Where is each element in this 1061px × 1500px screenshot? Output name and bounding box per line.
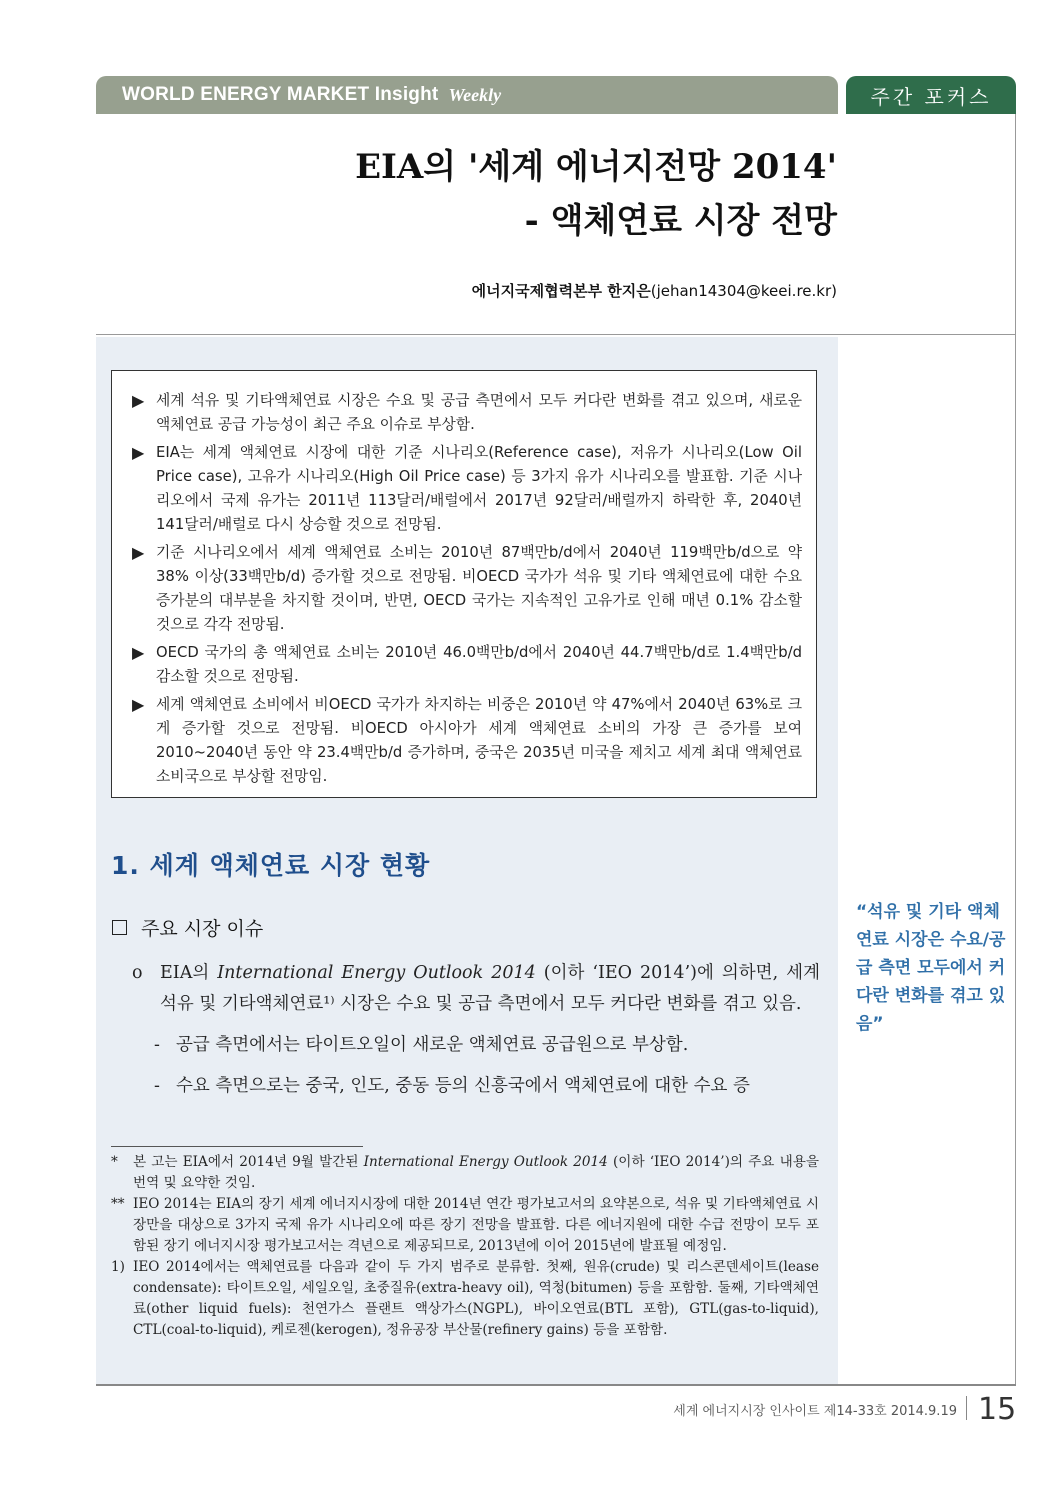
footnotes bbox=[111, 1152, 819, 1341]
fn1-rest: (이하 ‘IEO 2014’)의 주요 내용을 번역 및 요약한 것임. bbox=[133, 1154, 819, 1191]
footnote-marker: ** bbox=[111, 1196, 125, 1212]
footnote-text bbox=[133, 1152, 819, 1194]
footnote-text: IEO 2014는 EIA의 장기 세계 에너지시장에 대한 2014년 연간 평가보고서의 요약본으로, 석유 및 기타액체연료 시장만을 대상으로 3가지 국제 유가 시나리오에 따른 장기 전망을 발표함. 다른 에너지원에 대한 수급 전망이 모두 포함된 장기 에너지시장 평가보고서는 격년으로 제공되므로, 2013년에 이어 2015년에 발표될 예정임. bbox=[133, 1196, 819, 1254]
subsection-heading bbox=[112, 914, 263, 941]
para-rest: (이하 ‘IEO 2014’)에 의하면, 세계 석유 및 기타액체연료¹⁾ 시장은 수요 및 공급 측면에서 모두 커다란 변화를 겪고 있음. bbox=[160, 963, 820, 1014]
footnote-marker: * bbox=[111, 1154, 118, 1170]
author-email: (jehan14304@keei.re.kr) bbox=[650, 282, 837, 300]
footnote-text: IEO 2014에서는 액체연료를 다음과 같이 두 가지 범주로 분류함. 첫째, 원유(crude) 및 리스콘덴세이트(lease condensate): 타이트오일, 세일오일, 초중질유(extra-heavy oil), 역청(bitumen) 등을 포함함. 둘째, 기타액체연료(other liquid fuels): 천연가스 플랜트 액상가스(NGPL), 바이오연료(BTL 포함), GTL(gas-to-liquid), CTL(coal-to-liquid), 케로젠(kerogen), 정유공장 부산물(refinery gains) 등을 포함함. bbox=[133, 1259, 819, 1338]
footnote-rule bbox=[111, 1146, 363, 1147]
dash-item bbox=[154, 1071, 820, 1102]
fn1-italic: International Energy Outlook 2014 bbox=[363, 1154, 608, 1170]
summary-text: EIA는 세계 액체연료 시장에 대한 기준 시나리오(Reference case), 저유가 시나리오(Low Oil Price case), 고유가 시나리오(High Oil Price case) 등 3가지 유가 시나리오를 발표함. 기준 시나리오에서 국제 유가는 2011년 113달러/배럴에서 2017년 92달러/배럴까지 하락한 후, 2040년 141달러/배럴로 다시 상승할 것으로 전망됨. bbox=[156, 444, 802, 533]
top-rule bbox=[96, 334, 1016, 335]
author-line bbox=[472, 280, 837, 301]
section-heading: 1. 세계 액체연료 시장 현황 bbox=[111, 851, 431, 880]
dash-marker: - bbox=[154, 1035, 160, 1055]
report-title-italic: International Energy Outlook 2014 bbox=[217, 963, 536, 983]
dash-text: 수요 측면으로는 중국, 인도, 중동 등의 신흥국에서 액체연료에 대한 수요 증 bbox=[176, 1076, 750, 1096]
summary-text: 세계 석유 및 기타액체연료 시장은 수요 및 공급 측면에서 모두 커다란 변화를 겪고 있으며, 새로운 액체연료 공급 가능성이 최근 주요 이슈로 부상함. bbox=[156, 392, 802, 433]
footnote-marker: 1) bbox=[111, 1259, 125, 1275]
summary-box bbox=[111, 370, 817, 798]
dash-marker: - bbox=[154, 1076, 160, 1096]
summary-item bbox=[132, 693, 802, 789]
triangle-bullet-icon: ▶ bbox=[132, 443, 145, 462]
body-bullet bbox=[132, 958, 820, 1020]
publication-title: WORLD ENERGY MARKET Insight bbox=[122, 84, 439, 105]
publication-weekly: Weekly bbox=[448, 84, 502, 105]
header-bar bbox=[96, 76, 838, 114]
body-paragraph bbox=[160, 958, 820, 1020]
article-title bbox=[355, 140, 837, 248]
fn1-prefix: 본 고는 EIA에서 2014년 9월 발간된 bbox=[133, 1154, 364, 1170]
subsection-title: 주요 시장 이슈 bbox=[141, 918, 264, 940]
footer-issue: 세계 에너지시장 인사이트 제14-33호 2014.9.19 bbox=[673, 1404, 957, 1419]
triangle-bullet-icon: ▶ bbox=[132, 391, 145, 410]
title-line-1: EIA의 '세계 에너지전망 2014' bbox=[355, 147, 837, 187]
checkbox-icon bbox=[112, 920, 127, 935]
right-margin-line bbox=[1015, 114, 1016, 1386]
summary-item bbox=[132, 441, 802, 537]
triangle-bullet-icon: ▶ bbox=[132, 643, 145, 662]
triangle-bullet-icon: ▶ bbox=[132, 695, 145, 714]
dash-text: 공급 측면에서는 타이트오일이 새로운 액체연료 공급원으로 부상함. bbox=[176, 1035, 689, 1055]
page-number: 15 bbox=[978, 1392, 1017, 1427]
section-tab: 주간 포커스 bbox=[846, 76, 1016, 114]
triangle-bullet-icon: ▶ bbox=[132, 543, 145, 562]
circle-bullet-icon: o bbox=[132, 963, 143, 983]
footnote bbox=[111, 1194, 819, 1257]
title-line-2: - 액체연료 시장 전망 bbox=[524, 201, 837, 241]
bottom-rule bbox=[96, 1384, 1016, 1386]
body-text bbox=[132, 958, 820, 1102]
summary-item bbox=[132, 389, 802, 437]
dash-item bbox=[154, 1030, 820, 1061]
summary-text: 기준 시나리오에서 세계 액체연료 소비는 2010년 87백만b/d에서 2040년 119백만b/d으로 약 38% 이상(33백만b/d) 증가할 것으로 전망됨. 비OECD 국가가 석유 및 기타 액체연료에 대한 수요 증가분의 대부분을 차지할 것이며, 반면, OECD 국가는 지속적인 고유가로 인해 매년 0.1% 감소할 것으로 각각 전망됨. bbox=[156, 544, 802, 633]
footer-separator bbox=[966, 1396, 967, 1420]
summary-item bbox=[132, 641, 802, 689]
para-prefix: EIA의 bbox=[160, 963, 218, 983]
summary-item bbox=[132, 541, 802, 637]
footnote bbox=[111, 1257, 819, 1341]
pull-quote: “석유 및 기타 액체연료 시장은 수요/공급 측면 모두에서 커다란 변화를 겪고 있음” bbox=[856, 902, 1006, 1034]
author-name: 에너지국제협력본부 한지은 bbox=[471, 282, 651, 300]
footnote bbox=[111, 1152, 819, 1194]
summary-text: 세계 액체연료 소비에서 비OECD 국가가 차지하는 비중은 2010년 약 47%에서 2040년 63%로 크게 증가할 것으로 전망됨. 비OECD 아시아가 세계 액체연료 소비의 가장 큰 증가를 보여 2010~2040년 동안 약 23.4백만b/d 증가하며, 중국은 2035년 미국을 제치고 세계 최대 액체연료 소비국으로 부상할 전망임. bbox=[156, 696, 802, 785]
summary-text: OECD 국가의 총 액체연료 소비는 2010년 46.0백만b/d에서 2040년 44.7백만b/d로 1.4백만b/d 감소할 것으로 전망됨. bbox=[156, 644, 802, 685]
